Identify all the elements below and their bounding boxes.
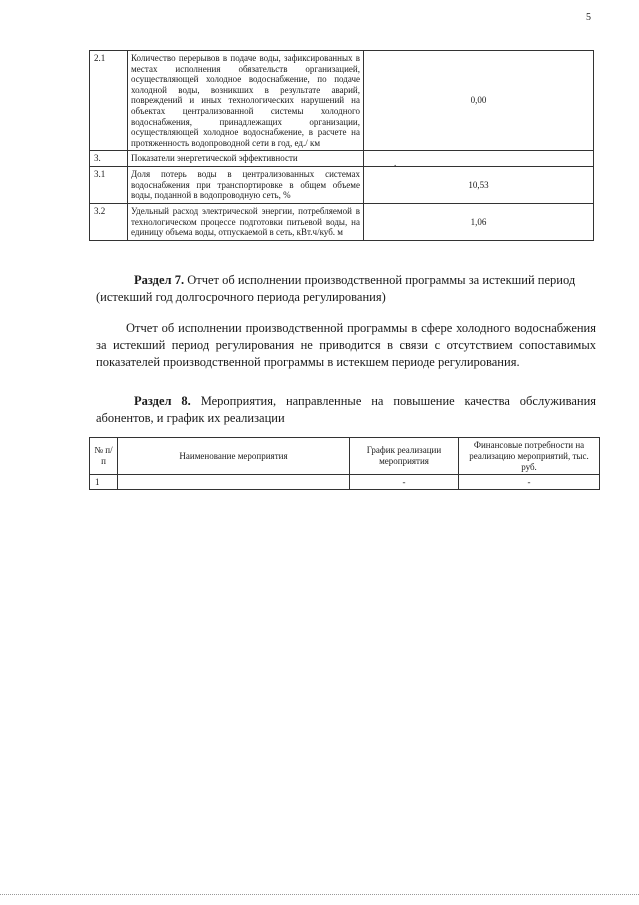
- header-schedule: График реализации мероприятия: [350, 438, 459, 475]
- header-name: Наименование мероприятия: [118, 438, 350, 475]
- measure-finance: -: [459, 475, 600, 490]
- section-7-label: Раздел 7.: [134, 273, 185, 287]
- measure-name: [118, 475, 350, 490]
- indicator-value: 0,00: [364, 51, 594, 151]
- measure-schedule: -: [350, 475, 459, 490]
- header-finance: Финансовые потребности на реализацию мероприятий, тыс. руб.: [459, 438, 600, 475]
- section-8-heading: [96, 393, 596, 427]
- bottom-divider: [0, 894, 639, 895]
- indicator-description: Показатели энергетической эффективности: [128, 151, 364, 167]
- indicator-description: Доля потерь воды в централизованных системах водоснабжения при транспортировке в общем объеме воды, поданной в водопроводную сеть, %: [128, 167, 364, 204]
- table-row: [90, 51, 594, 151]
- table-row: [90, 203, 594, 240]
- indicator-value: .: [364, 151, 594, 167]
- row-number: 3.2: [90, 203, 128, 240]
- section-8-title: Мероприятия, направленные на повышение качества обслуживания абонентов, и график их реализации: [96, 394, 597, 425]
- indicator-value: 1,06: [364, 203, 594, 240]
- row-number: 3.1: [90, 167, 128, 204]
- section-7-paragraph: Отчет об исполнении производственной программы в сфере холодного водоснабжения за истекший период регулирования не приводится в связи с отсутствием сопоставимых показателей производственной программы в истекшем периоде регулирования.: [96, 321, 596, 369]
- section-8-label: Раздел 8.: [134, 394, 191, 408]
- table-header-row: [90, 438, 600, 475]
- table-row: [90, 475, 600, 490]
- table-row: [90, 151, 594, 167]
- indicator-description: Количество перерывов в подаче воды, зафиксированных в местах исполнения обязательств организацией, осуществляющей холодное водоснабжение, по подаче холодной воды, возникших в результате аварий, повреждений и иных технологических нарушений на объектах централизованной системы холодного водоснабжения, принадлежащих организации, осуществляющей холодное водоснабжение, в расчете на протяженность водопроводной сети в год, ед./ км: [128, 51, 364, 151]
- header-num: № п/п: [90, 438, 118, 475]
- indicator-description: Удельный расход электрической энергии, потребляемой в технологическом процессе подготовки питьевой воды, на единицу объема воды, отпускаемой в сеть, кВт.ч/куб. м: [128, 203, 364, 240]
- page-number: 5: [586, 12, 591, 23]
- row-number: 1: [90, 475, 118, 490]
- table-row: [90, 167, 594, 204]
- section-7-heading: [96, 272, 596, 306]
- row-number: 3.: [90, 151, 128, 167]
- row-number: 2.1: [90, 51, 128, 151]
- measures-table: [89, 437, 600, 490]
- indicators-table: [89, 50, 594, 241]
- indicator-value: 10,53: [364, 167, 594, 204]
- section-7-title: Отчет об исполнении производственной программы за истекший период (истекший год долгосрочного периода регулирования): [96, 273, 576, 304]
